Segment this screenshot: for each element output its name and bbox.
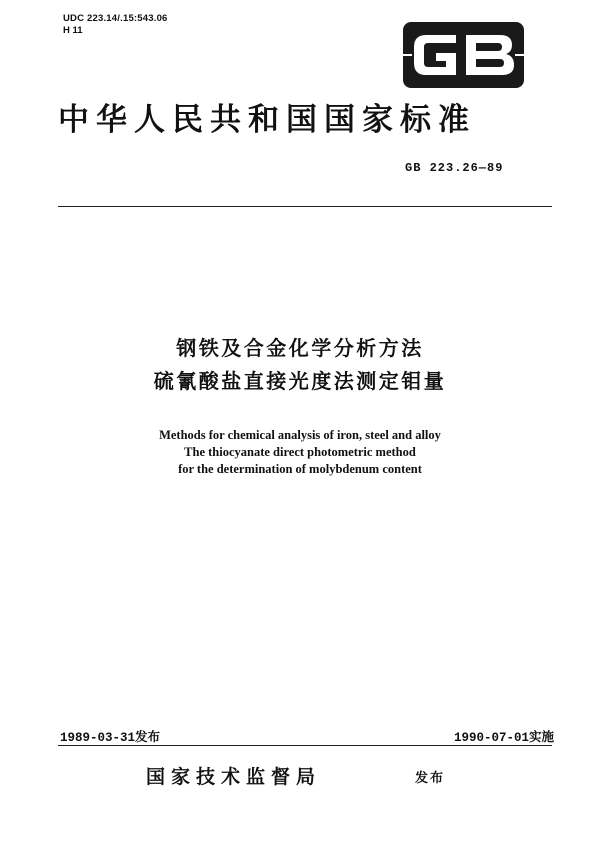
chinese-title-line-2: 硫氰酸盐直接光度法测定钼量: [153, 369, 447, 393]
english-title-line-2: The thiocyanate direct photometric method: [184, 445, 416, 459]
standard-number: GB 223.26—89: [405, 161, 504, 175]
publish-label: 发布: [415, 771, 446, 786]
implementation-date: 1990-07-01实施: [453, 731, 554, 745]
english-title-line-3: for the determination of molybdenum content: [178, 462, 422, 476]
national-standard-title: 中华人民共和国国家标准: [58, 102, 476, 138]
english-title-line-1: Methods for chemical analysis of iron, steel and alloy: [159, 428, 441, 442]
chinese-title-line-1: 钢铁及合金化学分析方法: [176, 336, 424, 360]
issue-date: 1989-03-31发布: [60, 731, 161, 745]
top-divider: [58, 206, 552, 207]
gb-logo: [402, 21, 525, 89]
publisher-name: 国家技术监督局: [146, 766, 322, 788]
udc-code: UDC 223.14/.15:543.06: [63, 13, 168, 24]
classification-code: H 11: [63, 25, 83, 36]
bottom-divider: [58, 745, 552, 746]
